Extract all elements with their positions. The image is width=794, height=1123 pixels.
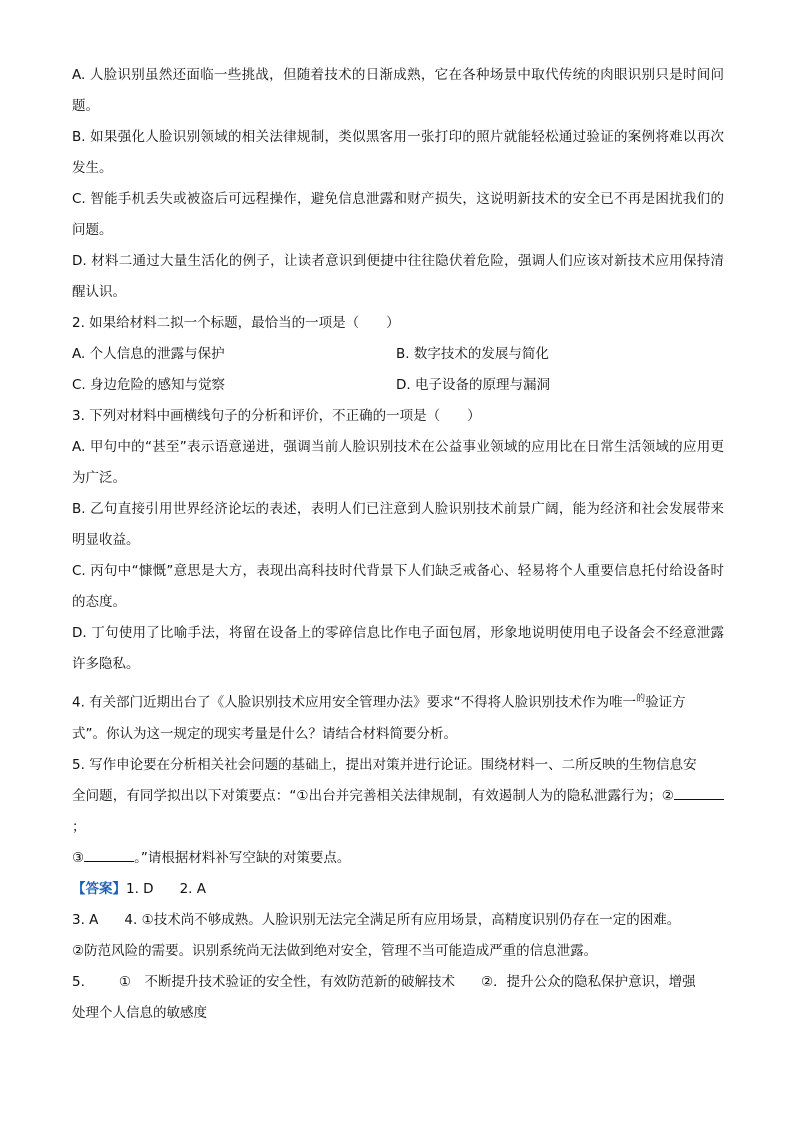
q2-option-a: A. 个人信息的泄露与保护 — [72, 346, 225, 362]
q2-stem: 2. 如果给材料二拟一个标题，最恰当的一项是（ ） — [72, 315, 400, 331]
q1-option-b: B. 如果强化人脸识别领域的相关法律规制，类似黑客用一张打印的照片就能轻松通过验证的案例将难以再次发生。 — [72, 129, 724, 176]
q5-stem: 5. 写作申论要在分析相关社会问题的基础上，提出对策并进行论证。围绕材料一、二所反映的生物信息安 全问题，有同学拟出以下对策要点：“①出台并完善相关法律规制，有效遏制人为的隐私泄露行为；②； ③ 。”请根据材料补写空缺的对策要点。 — [72, 750, 724, 874]
q3-stem: 3. 下列对材料中画横线句子的分析和评价，不正确的一项是（ ） — [72, 408, 481, 424]
answer-line-4: 5. ① 不断提升技术验证的安全性，有效防范新的破解技术 ②．提升公众的隐私保护意识，增强 处理个人信息的敏感度 — [72, 973, 696, 1021]
answer-line-1: 【答案】1. D 2. A — [72, 880, 206, 897]
q3-option-a: A. 甲句中的“甚至”表示语意递进，强调当前人脸识别技术在公益事业领域的应用比在日常生活领域的应用更为广泛。 — [72, 439, 724, 486]
q5-blank-2 — [674, 785, 724, 800]
q2-option-b: B. 数字技术的发展与简化 — [396, 346, 549, 362]
q2-options-row-2 — [72, 370, 724, 401]
q3-option-d: D. 丁句使用了比喻手法，将留在设备上的零碎信息比作电子面包屑，形象地说明使用电子设备会不经意泄露许多隐私。 — [72, 625, 724, 672]
q3-option-b: B. 乙句直接引用世界经济论坛的表述，表明人们已注意到人脸识别技术前景广阔，能为经济和社会发展带来明显收益。 — [72, 501, 724, 548]
q1-option-c: C. 智能手机丢失或被盗后可远程操作，避免信息泄露和财产损失，这说明新技术的安全已不再是困扰我们的问题。 — [72, 191, 724, 238]
answer-line-2: 3. A 4. ①技术尚不够成熟。人脸识别无法完全满足所有应用场景，高精度识别仍存在一定的困难。 — [72, 911, 681, 928]
document-page — [72, 60, 724, 1029]
q4-superscript: 的 — [636, 694, 646, 704]
q5-blank-3 — [84, 847, 134, 862]
q2-option-c: C. 身边危险的感知与觉察 — [72, 377, 226, 393]
q4-stem: 4. 有关部门近期出台了《人脸识别技术应用安全管理办法》要求“不得将人脸识别技术作为唯一$^的$验证方 式”。你认为这一规定的现实考量是什么？请结合材料简要分析。 — [72, 694, 686, 742]
answer-tag: 【答案】 — [72, 880, 126, 897]
q1-option-a: A. 人脸识别虽然还面临一些挑战，但随着技术的日渐成熟，它在各种场景中取代传统的肉眼识别只是时间问题。 — [72, 67, 724, 114]
q1-option-d: D. 材料二通过大量生活化的例子，让读者意识到便捷中往往隐伏着危险，强调人们应该对新技术应用保持清醒认识。 — [72, 253, 724, 300]
q2-option-d: D. 电子设备的原理与漏洞 — [396, 377, 550, 393]
q3-option-c: C. 丙句中“慷慨”意思是大方，表现出高科技时代背景下人们缺乏戒备心、轻易将个人重要信息托付给设备时的态度。 — [72, 563, 724, 610]
q2-options-row-1 — [72, 339, 724, 370]
answer-line-3: ②防范风险的需要。识别系统尚无法做到绝对安全，管理不当可能造成严重的信息泄露。 — [72, 942, 598, 959]
